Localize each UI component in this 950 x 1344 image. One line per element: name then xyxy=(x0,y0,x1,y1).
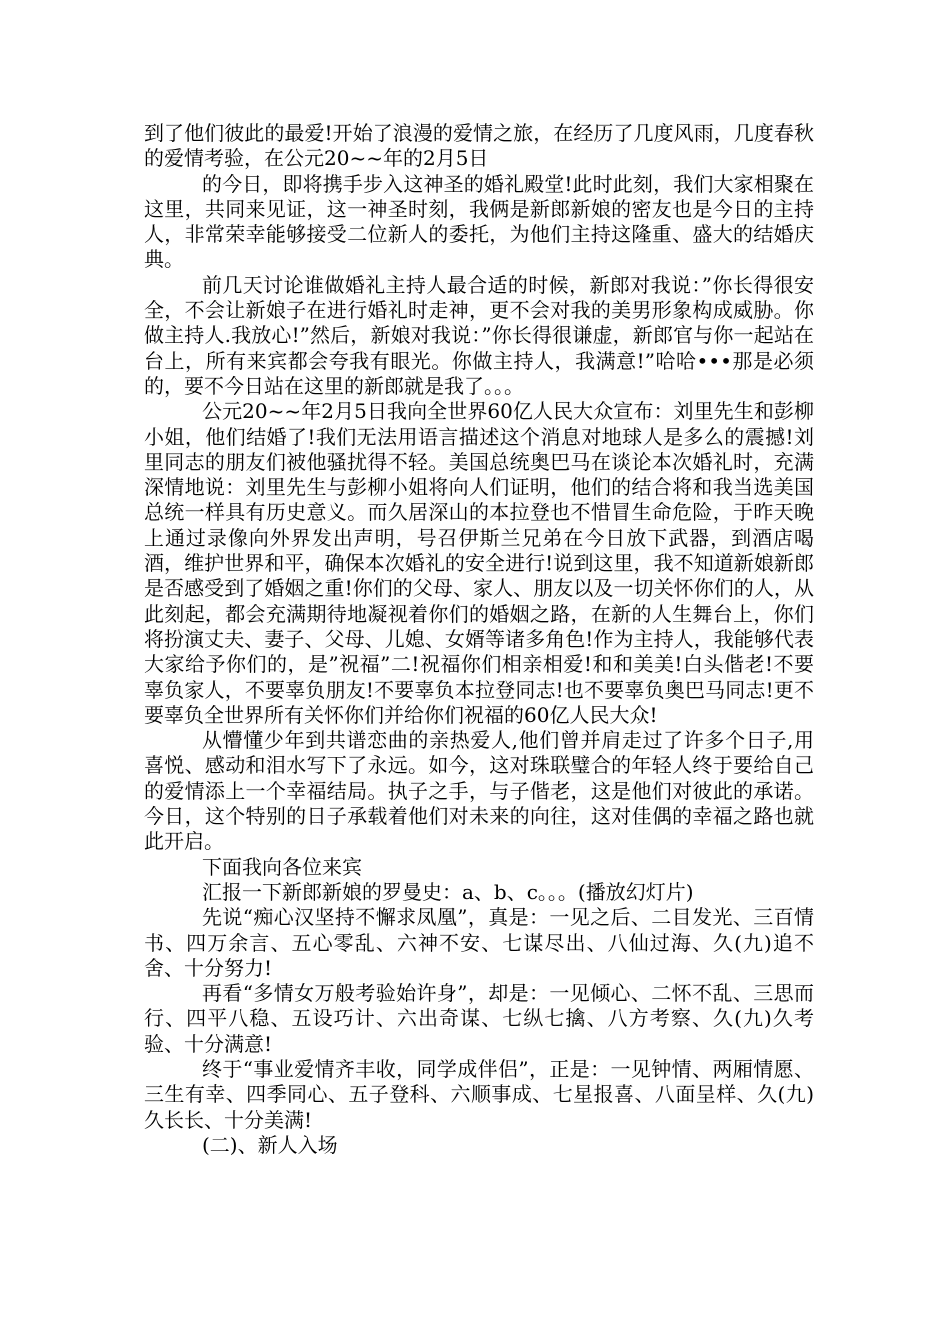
paragraph: 下面我向各位来宾 xyxy=(202,854,362,879)
paragraph: 前几天讨论谁做婚礼主持人最合适的时候，新郎对我说：”你长得很安全，不会让新娘子在进行婚礼时走神，更不会对我的美男形象构成威胁。你做主持人.我放心!”然后，新娘对我说：”你长得很谦虚，新郎官与你一起站在台上，所有来宾都会夸我有眼光。你做主持人，我满意!”哈哈•••那是必须的，要不今日站在这里的新郎就是我了。。。 xyxy=(144,272,814,398)
section-heading: (二)、新人入场 xyxy=(202,1132,338,1157)
paragraph: 到了他们彼此的最爱!开始了浪漫的爱情之旅，在经历了几度风雨，几度春秋的爱情考验，在公元20~~年的2月5日 xyxy=(144,121,814,171)
paragraph: 终于“事业爱情齐丰收，同学成伴侣”，正是：一见钟情、两厢情愿、三生有幸、四季同心、五子登科、六顺事成、七星报喜、八面呈样、久(九)久长长、十分美满! xyxy=(144,1056,814,1132)
paragraph: 再看“多情女万般考验始许身”，却是：一见倾心、二怀不乱、三思而行、四平八稳、五设巧计、六出奇谋、七纵七擒、八方考察、久(九)久考验、十分满意! xyxy=(144,981,814,1056)
paragraph: 的今日，即将携手步入这神圣的婚礼殿堂!此时此刻，我们大家相聚在这里，共同来见证，这一神圣时刻，我俩是新郎新娘的密友也是今日的主持人，非常荣幸能够接受二位新人的委托，为他们主持这隆重、盛大的结婚庆典。 xyxy=(144,171,814,272)
paragraph: 从懵懂少年到共谱恋曲的亲热爱人,他们曾并肩走过了许多个日子,用喜悦、感动和泪水写下了永远。如今，这对珠联璧合的年轻人终于要给自己的爱情添上一个幸福结局。执子之手，与子偕老，这是他们对彼此的承诺。今日，这个特别的日子承载着他们对未来的向往，这对佳偶的幸福之路也就此开启。 xyxy=(144,728,814,854)
paragraph: 先说“痴心汉坚持不懈求凤凰”，真是：一见之后、二目发光、三百情书、四万余言、五心零乱、六神不安、七谋尽出、八仙过海、久(九)追不舍、十分努力! xyxy=(144,905,814,980)
paragraph: 公元20~~年2月5日我向全世界60亿人民大众宣布：刘里先生和彭柳小姐，他们结婚了!我们无法用语言描述这个消息对地球人是多么的震撼!刘里同志的朋友们被他骚扰得不轻。美国总统奥巴马在谈论本次婚礼时，充满深情地说：刘里先生与彭柳小姐将向人们证明，他们的结合将和我当选美国总统一样具有历史意义。而久居深山的本拉登也不惜冒生命危险，于昨天晚上通过录像向外界发出声明，号召伊斯兰兄弟在今日放下武器，到酒店喝酒，维护世界和平，确保本次婚礼的安全进行!说到这里，我不知道新娘新郎是否感受到了婚姻之重!你们的父母、家人、朋友以及一切关怀你们的人，从此刻起，都会充满期待地凝视着你们的婚姻之路，在新的人生舞台上，你们将扮演丈夫、妻子、父母、儿媳、女婿等诸多角色!作为主持人，我能够代表大家给予你们的，是”祝福”二!祝福你们相亲相爱!和和美美!白头偕老!不要辜负家人，不要辜负朋友!不要辜负本拉登同志!也不要辜负奥巴马同志!更不要辜负全世界所有关怀你们并给你们祝福的60亿人民大众! xyxy=(144,399,814,727)
document-body xyxy=(144,121,814,1158)
paragraph: 汇报一下新郎新娘的罗曼史：a、b、c。。。(播放幻灯片) xyxy=(202,879,694,904)
